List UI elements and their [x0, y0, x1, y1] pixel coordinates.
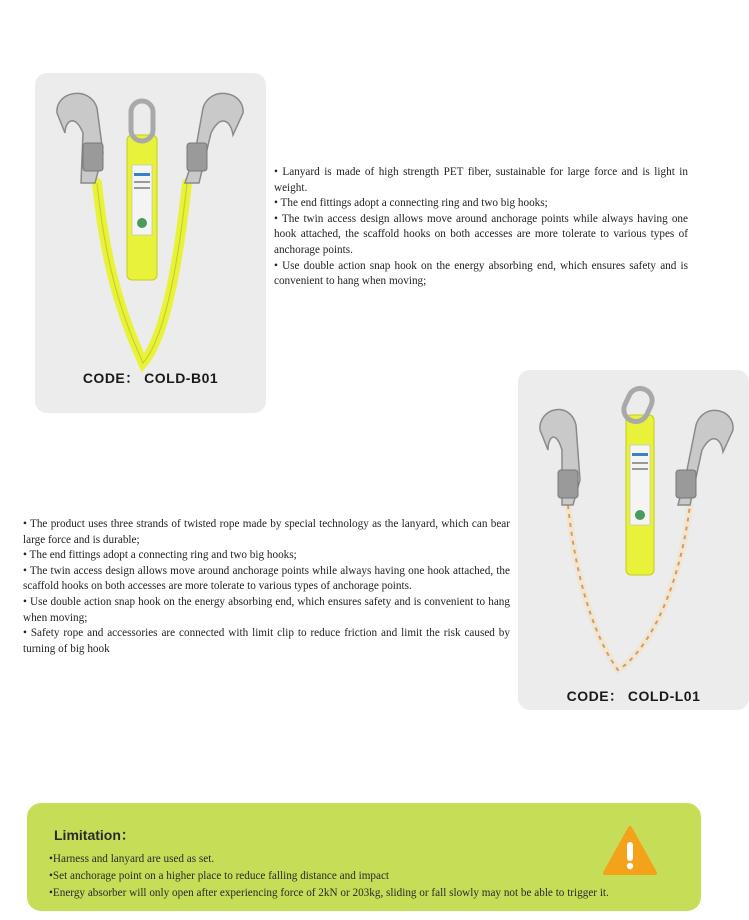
rope-lanyard-image [518, 370, 749, 710]
description-bullet: • Lanyard is made of high strength PET fiber, sustainable for large force and is light in weight. [274, 166, 688, 194]
limitation-item: •Harness and lanyard are used as set. [49, 853, 215, 865]
description-bullet: • The product uses three strands of twisted rope made by special technology as the lanyard, which can bear large force and is durable; [23, 518, 510, 546]
product-description-cold-l01 [23, 517, 510, 657]
webbing-lanyard-image [35, 73, 266, 413]
description-bullet: • Safety rope and accessories are connected with limit clip to reduce friction and limit the risk caused by turning of big hook [23, 627, 510, 655]
product-card-cold-b01 [35, 73, 266, 413]
description-bullet: • The twin access design allows move around anchorage points while always having one hook attached, the scaffold hooks on both accesses are more tolerate to various types of anchorage points. [274, 212, 688, 256]
description-bullet: • Use double action snap hook on the energy absorbing end, which ensures safety and is convenient to hang when moving; [23, 595, 510, 624]
product-description-cold-b01 [274, 165, 688, 290]
limitation-panel [27, 803, 701, 911]
limitation-title: Limitation： [54, 827, 135, 843]
description-bullet: • Use double action snap hook on the energy absorbing end, which ensures safety and is convenient to hang when moving; [274, 259, 688, 288]
product-code: CODE： COLD-L01 [566, 688, 701, 704]
description-bullet: • The end fittings adopt a connecting ring and two big hooks; [23, 549, 297, 562]
product-card-cold-l01 [518, 370, 749, 710]
description-bullet: • The end fittings adopt a connecting ring and two big hooks; [274, 197, 548, 210]
limitation-list [49, 851, 609, 902]
warning-icon [602, 825, 658, 877]
limitation-item: •Set anchorage point on a higher place to reduce falling distance and impact [49, 870, 390, 882]
product-code: CODE： COLD-B01 [82, 370, 219, 386]
limitation-item: •Energy absorber will only open after experiencing force of 2kN or 203kg, sliding or fall slowly may not be able to trigger it. [49, 887, 609, 899]
description-bullet: • The twin access design allows move around anchorage points while always having one hook attached, the scaffold hooks on both accesses are more tolerate to various types of anchorage points. [23, 564, 510, 593]
